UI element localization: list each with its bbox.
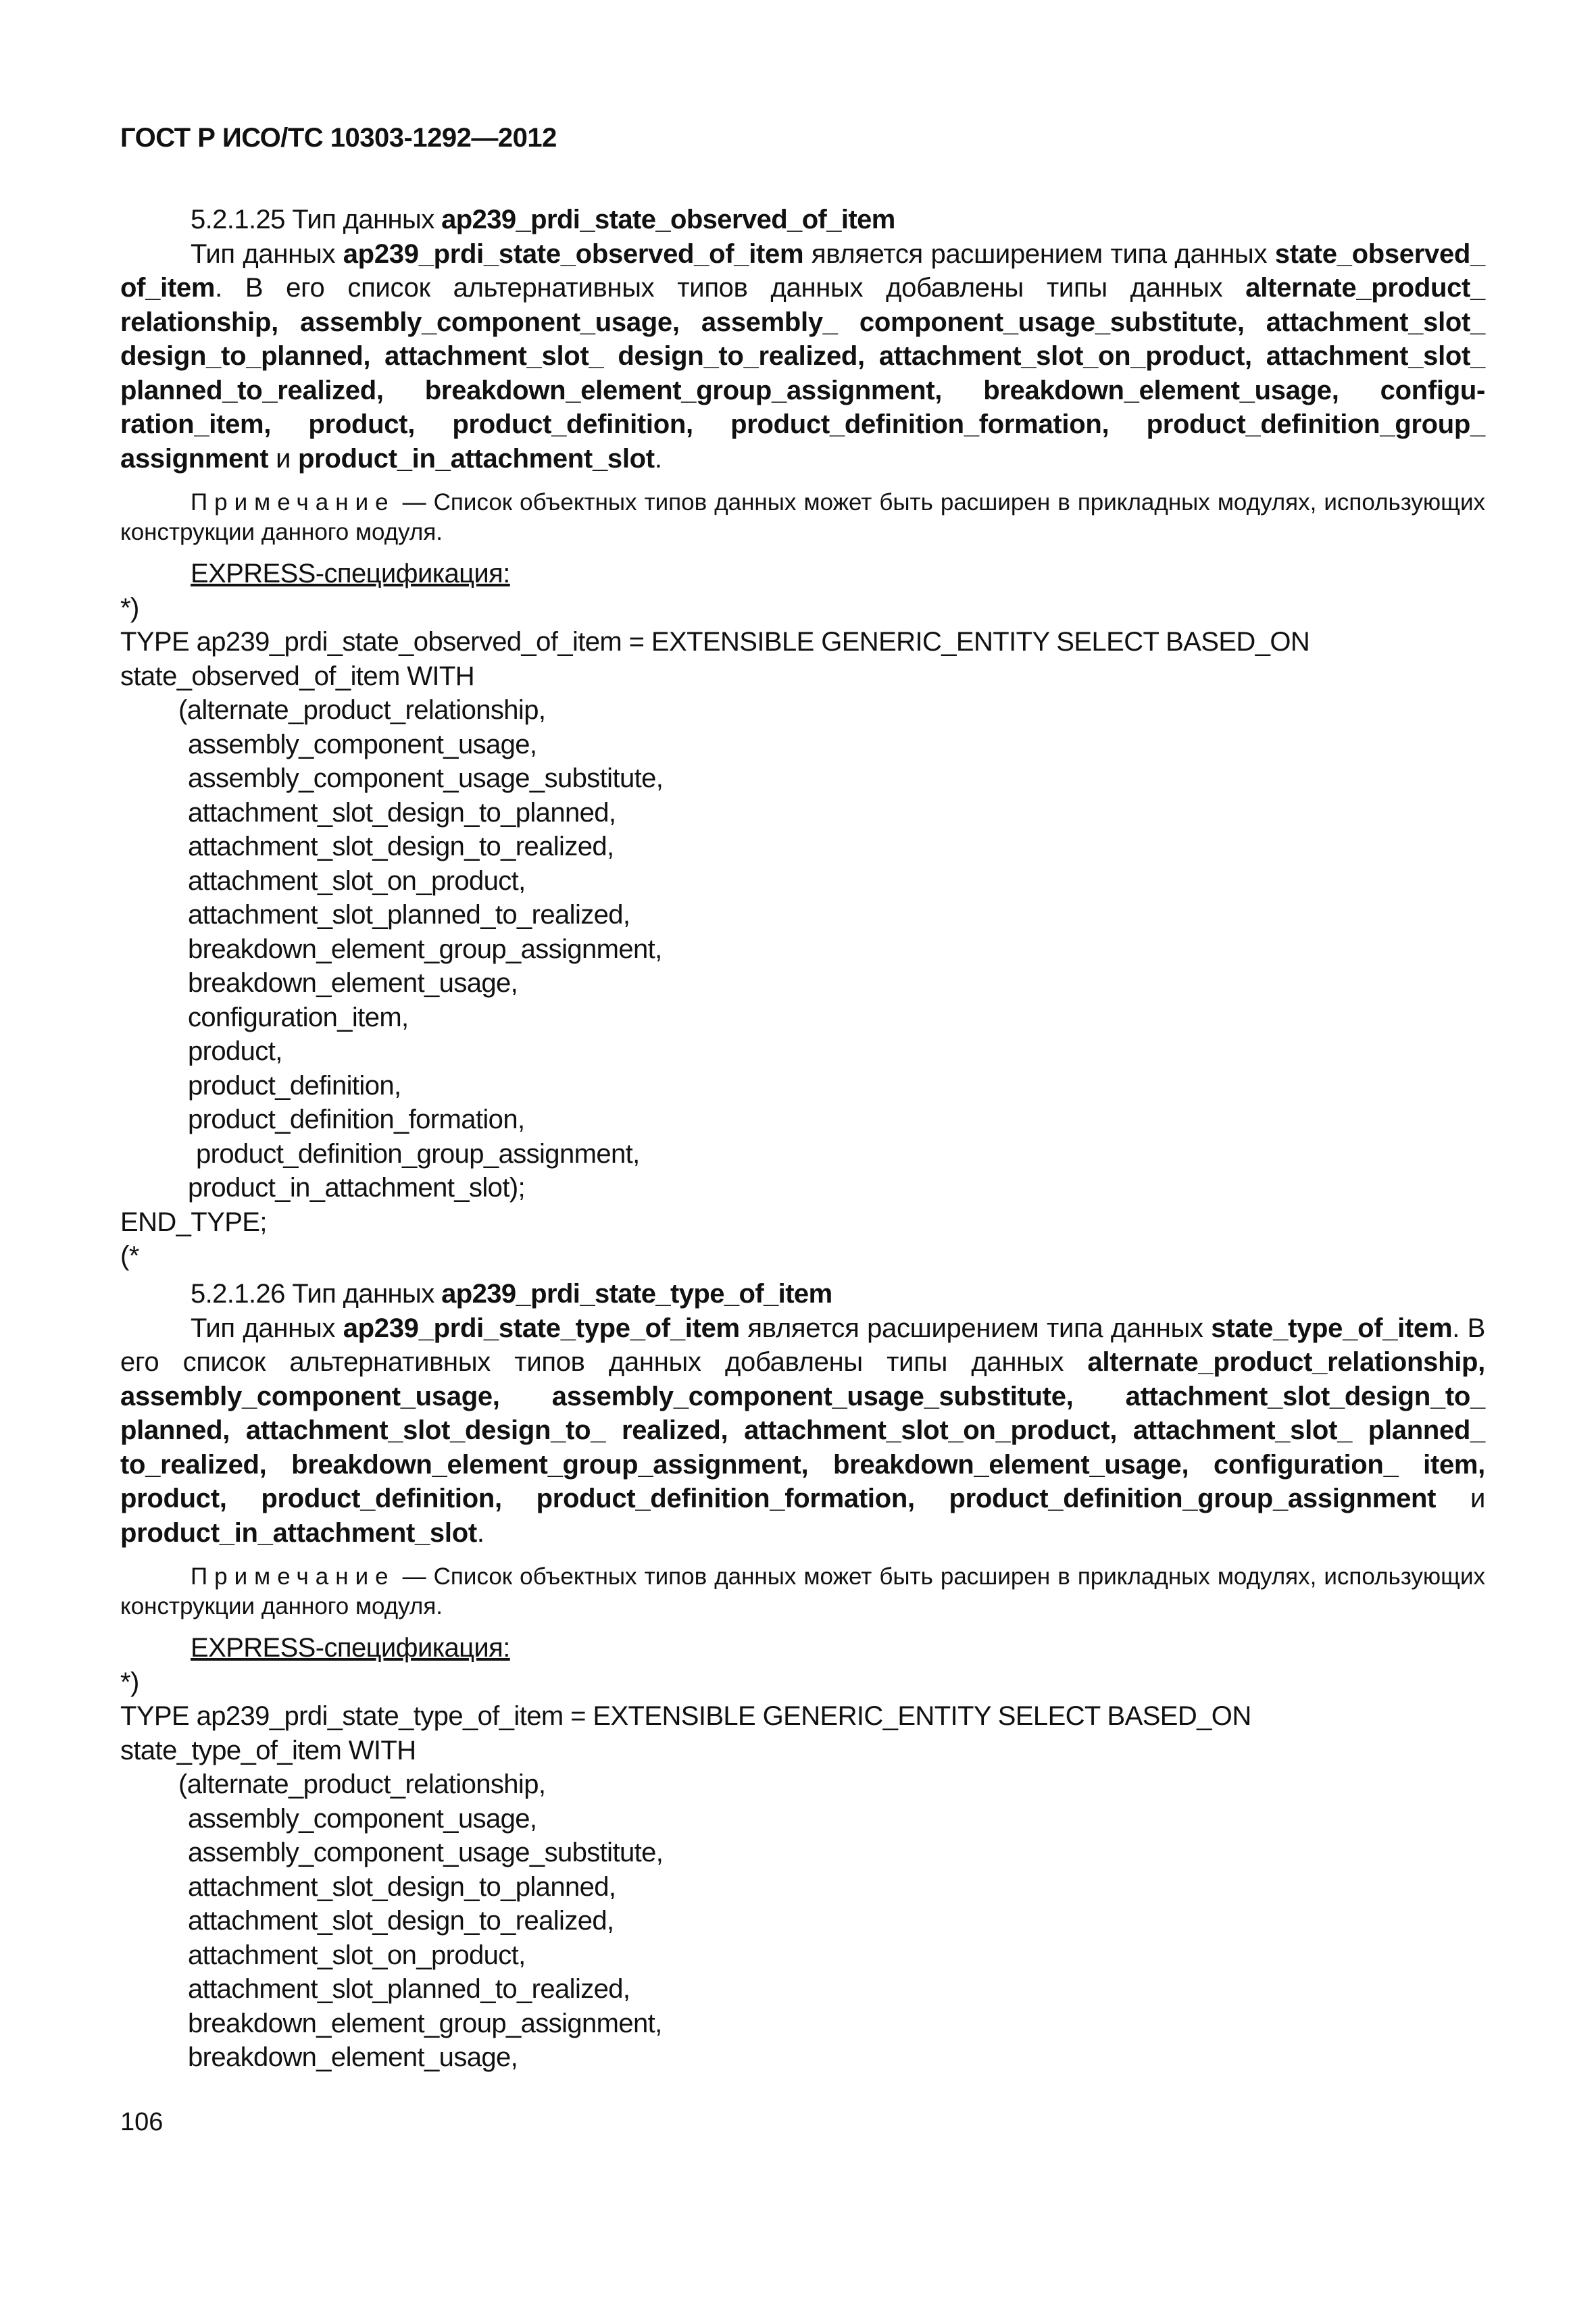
note xyxy=(120,1562,1485,1621)
type-declaration-line1: TYPE ap239_prdi_state_type_of_item = EXTENSIBLE GENERIC_ENTITY SELECT BASED_ON xyxy=(120,1701,1251,1731)
page-number: 106 xyxy=(120,2108,164,2136)
type-declaration-line2: state_observed_of_item WITH xyxy=(120,661,475,691)
select-item: attachment_slot_planned_to_realized, xyxy=(188,1974,630,2004)
select-item: attachment_slot_design_to_realized, xyxy=(188,832,614,861)
select-item: configuration_item, xyxy=(188,1002,409,1032)
end-type: END_TYPE; xyxy=(120,1207,267,1237)
select-item: attachment_slot_design_to_realized, xyxy=(188,1906,614,1936)
select-item: assembly_component_usage_substitute, xyxy=(188,1838,664,1867)
paragraph-text: . В его список альтернативных типов данных добавлены типы данных xyxy=(215,273,1246,303)
section-paragraph xyxy=(120,1311,1485,1551)
select-item: product_in_attachment_slot); xyxy=(188,1173,526,1203)
paragraph-text: и xyxy=(268,443,298,474)
document-header: ГОСТ Р ИСО/ТС 10303-1292—2012 xyxy=(120,123,557,153)
paragraph-text: и xyxy=(1436,1484,1485,1513)
section-5-2-1-25 xyxy=(120,203,1485,1274)
select-item: attachment_slot_on_product, xyxy=(188,1940,526,1970)
paragraph-text: . xyxy=(654,443,662,474)
select-item: breakdown_element_group_assignment, xyxy=(188,934,662,964)
note xyxy=(120,488,1485,547)
bold-term: alternate_product_ relationship, assembly_component_usage, assembly_ component_usage_substitute, attachment_slot_ design_to_planned, attachment_slot_ design_to_realized, attachment_slot_on_product, attachment_slot_ planned_to_realized, breakdown_element_group_assignment, breakdown_element_usage, configu-ration_item, product, product_definition, product_definition_formation, product_definition_group_ assignment xyxy=(120,273,1485,474)
bold-term: ap239_prdi_state_observed_of_item xyxy=(343,238,804,269)
select-item: (alternate_product_relationship, xyxy=(178,1769,546,1799)
express-label-row xyxy=(120,557,1485,591)
select-item: product_definition_group_assignment, xyxy=(196,1138,640,1169)
select-item: product, xyxy=(188,1036,282,1066)
paragraph-text: является расширением типа данных xyxy=(739,1313,1212,1343)
note-label: Примечание xyxy=(191,1563,395,1590)
bold-term: ap239_prdi_state_type_of_item xyxy=(343,1313,740,1343)
code-close-comment: (* xyxy=(120,1241,139,1271)
note-label: Примечание xyxy=(191,489,395,515)
bold-term: product_in_attachment_slot xyxy=(297,443,655,474)
express-label-row xyxy=(120,1631,1485,1665)
note-text: — Список объектных типов данных может быть расширен в прикладных модулях, использующих конструкции данного модуля. xyxy=(120,489,1485,545)
paragraph-text: Тип данных xyxy=(191,1313,343,1343)
select-item: attachment_slot_design_to_planned, xyxy=(188,1871,616,1902)
select-item: (alternate_product_relationship, xyxy=(178,695,546,725)
bold-term: alternate_product_relationship, assembly_component_usage, assembly_component_usage_substitute, attachment_slot_design_to_ planned, attachment_slot_design_to_ realized, attachment_slot_on_product, attachment_slot_ planned_ to_realized, breakdown_element_group_assignment, breakdown_element_usage, configuration_ item, product, product_definition, product_definition_formation, product_definition_group_assignment xyxy=(120,1347,1485,1513)
bold-term: state_type_of_item xyxy=(1211,1313,1453,1343)
code-open-comment: *) xyxy=(120,593,139,623)
note-text: — Список объектных типов данных может быть расширен в прикладных модулях, использующих конструкции данного модуля. xyxy=(120,1563,1485,1619)
select-items-list xyxy=(120,693,1485,1205)
paragraph-text: Тип данных xyxy=(191,238,343,269)
type-declaration-line2: state_type_of_item WITH xyxy=(120,1735,416,1765)
select-item: attachment_slot_on_product, xyxy=(188,865,526,896)
bold-term: state_observed_ of_item xyxy=(120,238,1485,303)
type-declaration-line1: TYPE ap239_prdi_state_observed_of_item = EXTENSIBLE GENERIC_ENTITY SELECT BASED_ON xyxy=(120,627,1310,657)
select-item: product_definition, xyxy=(188,1070,401,1101)
select-item: breakdown_element_usage, xyxy=(188,2042,518,2072)
select-item: assembly_component_usage, xyxy=(188,729,537,759)
select-item: attachment_slot_design_to_planned, xyxy=(188,797,616,828)
bold-term: product_in_attachment_slot xyxy=(120,1517,477,1548)
paragraph-text: . xyxy=(476,1517,484,1548)
select-item: product_definition_formation, xyxy=(188,1105,525,1134)
select-item: attachment_slot_planned_to_realized, xyxy=(188,900,630,930)
paragraph-text: является расширением типа данных xyxy=(803,238,1275,269)
select-item: assembly_component_usage, xyxy=(188,1803,537,1834)
select-item: assembly_component_usage_substitute, xyxy=(188,763,664,793)
section-paragraph xyxy=(120,237,1485,476)
select-item: breakdown_element_usage, xyxy=(188,968,518,998)
section-5-2-1-26 xyxy=(120,1277,1485,2075)
code-open-comment: *) xyxy=(120,1667,139,1697)
select-item: breakdown_element_group_assignment, xyxy=(188,2008,662,2038)
express-label: EXPRESS-спецификация: xyxy=(191,1633,510,1663)
section-heading: 5.2.1.26 Тип данных ap239_prdi_state_type_of_item xyxy=(191,1279,832,1309)
express-label: EXPRESS-спецификация: xyxy=(191,559,510,588)
section-heading: 5.2.1.25 Тип данных ap239_prdi_state_observed_of_item xyxy=(191,205,895,234)
select-items-list xyxy=(120,1767,1485,2075)
paragraph-text: . В его список альтернативных типов данных добавлены типы данных xyxy=(120,1313,1486,1377)
